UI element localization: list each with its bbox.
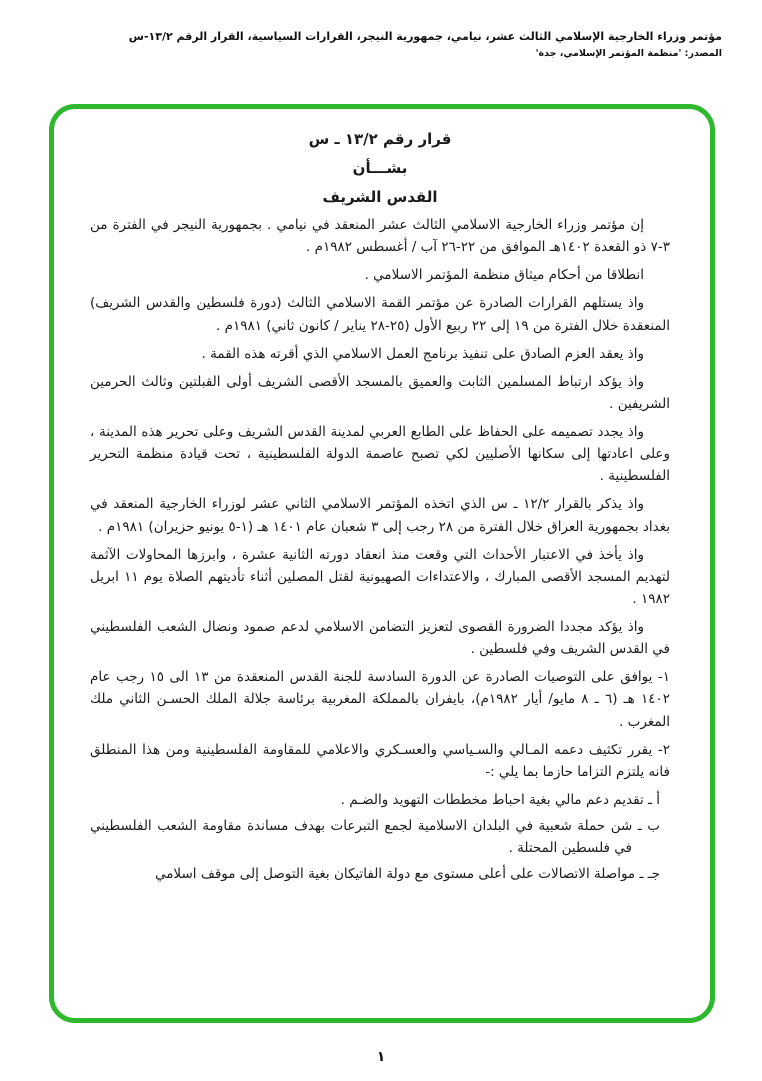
paragraph: واذ يؤكد مجددا الضرورة القصوى لتعزيز التضامن الاسلامي لدعم صمود ونضال الشعب الفلسطيني في القدس الشريف وفي فلسطين . [90,619,670,658]
paragraph: واذ يأخذ في الاعتبار الأحداث التي وقعت منذ انعقاد دورته الثانية عشرة ، وابرزها المحاولات الآثمة لتهديم المسجد الأقصى المبارك ، والاعتداءات الصهيونية لقتل المصلين أثناء تأديتهم الصلاة يوم ١١ ابريل ١٩٨٢ . [90,546,670,607]
numbered-item-1: ١- يوافق على التوصيات الصادرة عن الدورة السادسة للجنة القدس المنعقدة من ١٣ الى ١٥ رجب عام ١٤٠٢ هـ (٦ ـ ٨ مايو/ أيار ١٩٨٢م)، بايفران بالمملكة المغربية برئاسة جلالة الملك الحسـن الثاني ملك المغرب . [90,669,670,730]
paragraph: واذ يعقد العزم الصادق على تنفيذ برنامج العمل الاسلامي الذي أقرته هذه القمة . [201,345,644,362]
resolution-number-title: قرار رقم ١٣/٢ ـ س [308,130,452,148]
sub-item-c: جـ ـ مواصلة الاتصالات على أعلى مستوى مع دولة الفاتيكان بغية التوصل إلى موقف اسلامي [154,866,660,883]
paragraph: واذ يذكر بالقرار ١٢/٢ ـ س الذي اتخذه المؤتمر الاسلامي الثاني عشر لوزراء الخارجية المنعقد في بغداد بجمهورية العراق خلال الفترة من ٢٨ رجب إلى ٣ شعبان عام ١٤٠١ هـ (١-٥ يونيو حزيران) ١٩٨١م . [90,496,670,535]
paragraph: واذ يستلهم القرارات الصادرة عن مؤتمر القمة الاسلامي الثالث (دورة فلسطين والقدس الشريف) المنعقدة خلال الفترة من ١٩ إلى ٢٢ ربيع الأول (٢٥-٢٨ يناير / كانون ثاني) ١٩٨١م . [90,295,670,334]
numbered-item-2: ٢- يقرر تكثيف دعمه المـالي والسـياسي والعسـكري والاعلامي للمقاومة الفلسطينية ومن هذا المنطلق فانه يلتزم التزاما حازما بما يلي :- [90,741,670,780]
header-source-line: المصدر: 'منظمة المؤتمر الإسلامي، جدة' [535,48,722,59]
document-content [54,109,710,1018]
sub-item-a: أ ـ تقديم دعم مالي بغية احباط مخططات التهويد والضـم . [340,791,660,808]
paragraph: إن مؤتمر وزراء الخارجية الاسلامي الثالث عشر المنعقد في نيامي . بجمهورية النيجر في الفترة من ٣-٧ ذو القعدة ١٤٠٢هـ الموافق من ٢٢-٢٦ آب / أغسطس ١٩٨٢م . [90,217,670,256]
document-header [38,30,722,59]
header-title-line: مؤتمر وزراء الخارجية الإسلامي الثالث عشر، نيامي، جمهورية النيجر، القرارات السياسية، القرار الرقم ١٣/٢-س [128,30,722,43]
paragraph: واذ يؤكد ارتباط المسلمين الثابت والعميق بالمسجد الأقصى الشريف أولى القبلتين وثالث الحرمين الشريفين . [90,373,670,412]
page-number: ١ [376,1049,386,1065]
subject-label: بشـــأن [352,159,408,177]
paragraph: انطلاقا من أحكام ميثاق منظمة المؤتمر الاسلامي . [364,267,644,284]
paragraph: واذ يجدد تصميمه على الحفاظ على الطابع العربي لمدينة القدس الشريف وعلى تحرير هذه المدينة ، وعلى اعادتها إلى سكانها الأصليين لكي تصبح عاصمة الدولة الفلسطينية ، تحت قيادة منظمة التحرير الفلسطينية . [90,424,670,485]
green-border-frame [49,104,715,1023]
subject-title: القدس الشريف [322,188,438,206]
sub-item-b: ب ـ شن حملة شعبية في البلدان الاسلامية لجمع التبرعات بهدف مساندة مقاومة الشعب الفلسطيني في فلسطين المحتلة . [90,818,660,857]
